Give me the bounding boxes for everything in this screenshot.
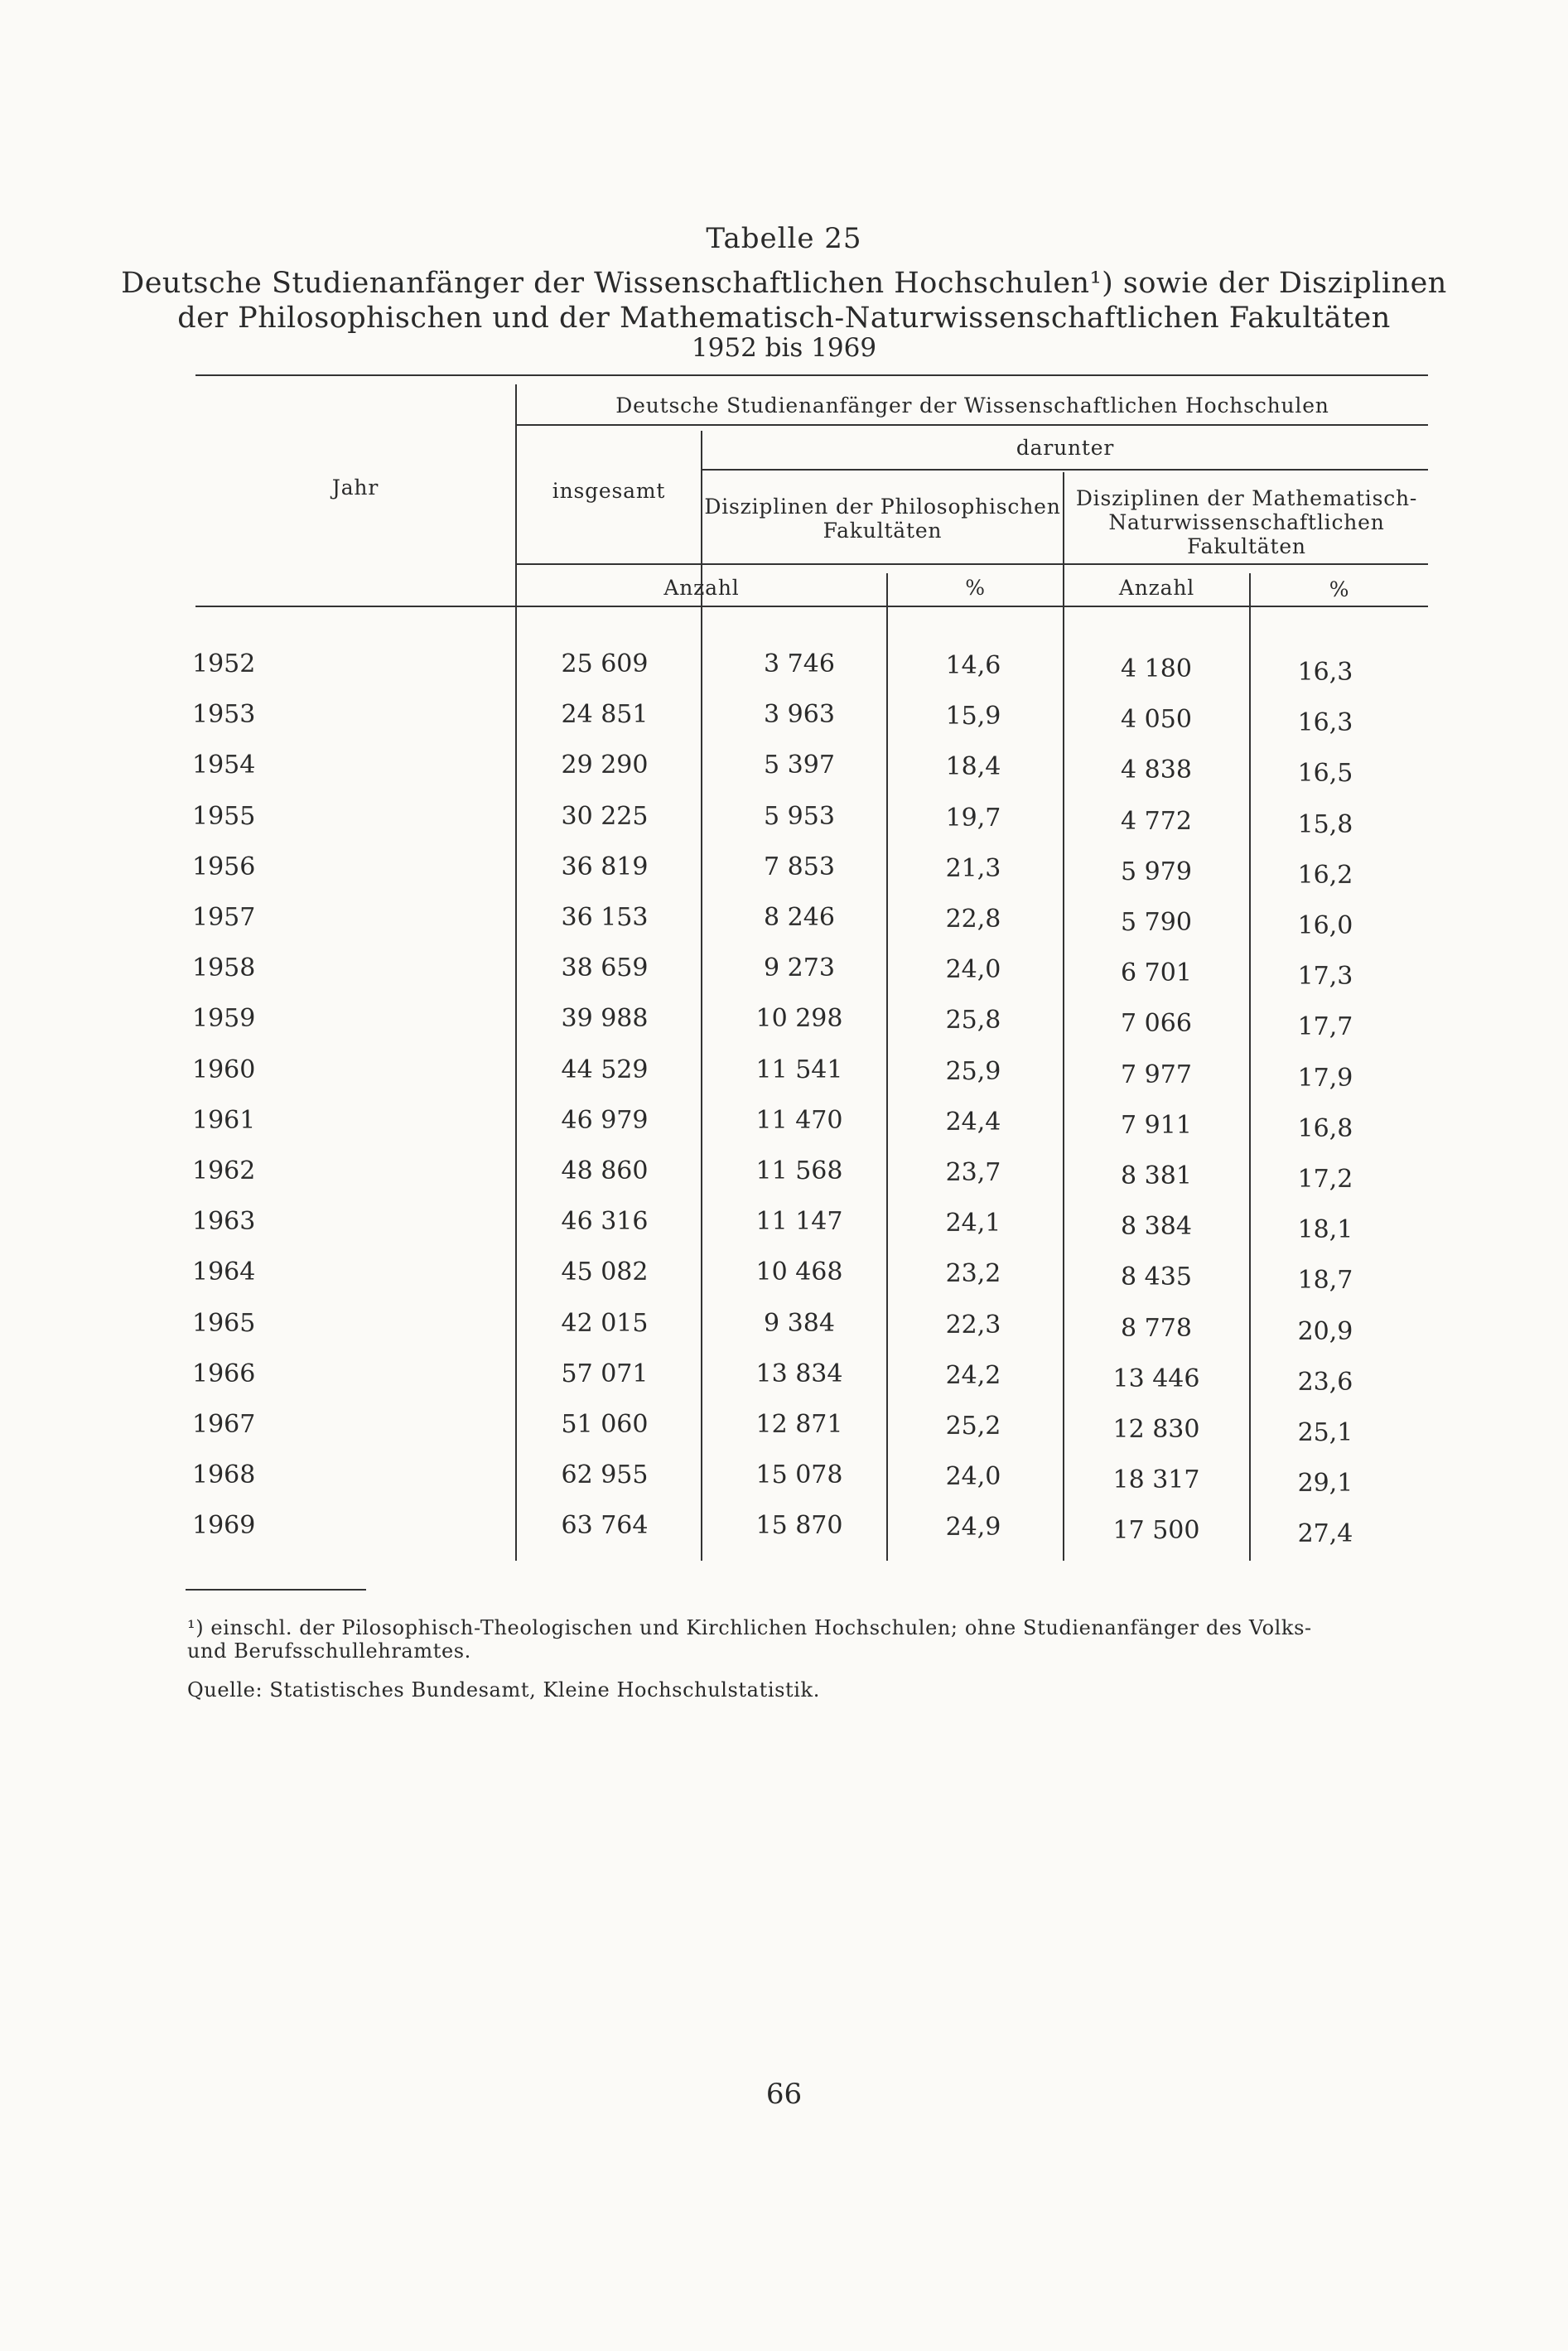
header-darunter: darunter — [1016, 436, 1115, 460]
row-math-anzahl: 5 790 — [1121, 908, 1192, 937]
row-jahr: 1958 — [192, 953, 256, 983]
row-math-pct: 16,8 — [1297, 1113, 1353, 1143]
row-math-anzahl: 7 911 — [1121, 1110, 1192, 1140]
row-insgesamt: 25 609 — [561, 649, 649, 678]
row-math-pct: 16,3 — [1297, 658, 1353, 687]
row-insgesamt: 62 955 — [561, 1460, 649, 1490]
table-label: Tabelle 25 — [706, 222, 862, 255]
source-note: Quelle: Statistisches Bundesamt, Kleine Hochschulstatistik. — [187, 1678, 820, 1702]
row-jahr: 1960 — [192, 1055, 256, 1084]
row-phil-anzahl: 7 853 — [764, 852, 835, 881]
row-insgesamt: 48 860 — [561, 1156, 649, 1185]
row-math-anzahl: 12 830 — [1112, 1415, 1200, 1444]
row-jahr: 1953 — [192, 700, 256, 730]
row-math-anzahl: 4 180 — [1121, 654, 1192, 683]
row-math-anzahl: 4 050 — [1121, 705, 1192, 735]
row-jahr: 1954 — [192, 751, 256, 780]
row-phil-anzahl: 11 147 — [755, 1207, 843, 1237]
row-insgesamt: 24 851 — [561, 700, 649, 730]
header-anzahl-1: Anzahl — [663, 576, 740, 600]
row-phil-pct: 22,8 — [945, 905, 1001, 934]
group-header-rule — [515, 424, 1428, 426]
row-jahr: 1965 — [192, 1308, 256, 1338]
header-math-line2: Naturwissenschaftlichen — [1108, 510, 1385, 534]
row-jahr: 1952 — [192, 649, 256, 678]
footnote-line-2: und Berufsschullehramtes. — [187, 1639, 471, 1663]
row-math-pct: 17,3 — [1297, 962, 1353, 992]
row-insgesamt: 36 819 — [561, 852, 649, 881]
row-math-pct: 29,1 — [1297, 1469, 1353, 1499]
row-phil-pct: 21,3 — [945, 853, 1001, 883]
row-math-pct: 18,1 — [1297, 1215, 1353, 1245]
row-math-anzahl: 13 446 — [1112, 1364, 1200, 1393]
row-math-anzahl: 6 701 — [1121, 958, 1192, 988]
row-math-anzahl: 7 066 — [1121, 1009, 1192, 1039]
row-math-pct: 16,5 — [1297, 759, 1353, 789]
header-math — [1064, 486, 1429, 558]
row-math-anzahl: 7 977 — [1121, 1060, 1192, 1089]
row-insgesamt: 38 659 — [561, 953, 649, 983]
header-phil-line2: Fakultäten — [823, 519, 943, 543]
row-jahr: 1967 — [192, 1410, 256, 1439]
row-phil-anzahl: 13 834 — [755, 1359, 843, 1388]
row-insgesamt: 42 015 — [561, 1308, 649, 1338]
header-bottom-rule — [195, 606, 1428, 607]
row-math-anzahl: 8 435 — [1121, 1262, 1192, 1292]
row-phil-pct: 25,8 — [945, 1006, 1001, 1036]
subheader-rule — [515, 563, 1428, 565]
row-phil-pct: 18,4 — [945, 752, 1001, 782]
row-insgesamt: 57 071 — [561, 1359, 649, 1388]
row-phil-pct: 24,0 — [945, 1462, 1001, 1492]
row-insgesamt: 46 979 — [561, 1105, 649, 1135]
row-phil-anzahl: 10 298 — [755, 1004, 843, 1034]
row-math-pct: 17,2 — [1297, 1165, 1353, 1194]
header-phil — [702, 495, 1063, 543]
row-math-anzahl: 5 979 — [1121, 857, 1192, 886]
row-phil-pct: 24,0 — [945, 955, 1001, 985]
header-pct-2: % — [1329, 577, 1350, 601]
row-insgesamt: 30 225 — [561, 801, 649, 831]
row-phil-anzahl: 11 470 — [755, 1105, 843, 1135]
header-phil-line1: Disziplinen der Philosophischen — [704, 495, 1061, 519]
title-line-2: der Philosophischen und der Mathematisch-Naturwissenschaftlichen Fakultäten — [177, 302, 1391, 335]
row-math-pct: 23,6 — [1297, 1367, 1353, 1397]
row-jahr: 1957 — [192, 903, 256, 932]
row-math-anzahl: 8 384 — [1121, 1212, 1192, 1242]
header-math-line1: Disziplinen der Mathematisch- — [1075, 486, 1418, 510]
row-insgesamt: 46 316 — [561, 1207, 649, 1237]
row-phil-pct: 23,7 — [945, 1158, 1001, 1187]
vline-pct1 — [886, 573, 888, 1561]
row-phil-anzahl: 3 963 — [764, 700, 835, 730]
footnote-line-1: ¹) einschl. der Pilosophisch-Theologischen und Kirchlichen Hochschulen; ohne Studienanfänger des Volks- — [187, 1616, 1312, 1639]
row-phil-pct: 19,7 — [945, 803, 1001, 833]
row-phil-anzahl: 10 468 — [755, 1258, 843, 1287]
row-math-anzahl: 8 778 — [1121, 1313, 1192, 1343]
row-jahr: 1968 — [192, 1460, 256, 1490]
row-jahr: 1966 — [192, 1359, 256, 1388]
row-math-pct: 25,1 — [1297, 1418, 1353, 1447]
row-phil-pct: 25,9 — [945, 1056, 1001, 1086]
row-phil-pct: 24,2 — [945, 1360, 1001, 1390]
row-math-anzahl: 8 381 — [1121, 1161, 1192, 1190]
row-jahr: 1961 — [192, 1105, 256, 1135]
row-phil-anzahl: 12 871 — [755, 1410, 843, 1439]
row-math-anzahl: 4 838 — [1121, 756, 1192, 785]
row-phil-anzahl: 11 568 — [755, 1156, 843, 1185]
row-phil-pct: 14,6 — [945, 651, 1001, 680]
row-phil-pct: 24,1 — [945, 1209, 1001, 1238]
vline-phil — [701, 431, 702, 1561]
row-phil-pct: 24,4 — [945, 1107, 1001, 1137]
row-phil-pct: 22,3 — [945, 1310, 1001, 1340]
row-phil-anzahl: 9 384 — [764, 1308, 835, 1338]
row-insgesamt: 39 988 — [561, 1004, 649, 1034]
row-jahr: 1962 — [192, 1156, 256, 1185]
footnote-rule — [186, 1589, 366, 1591]
title-line-3: 1952 bis 1969 — [691, 333, 877, 363]
row-insgesamt: 29 290 — [561, 751, 649, 780]
row-math-pct: 20,9 — [1297, 1316, 1353, 1346]
row-phil-anzahl: 15 078 — [755, 1460, 843, 1490]
page-number: 66 — [765, 2078, 803, 2111]
row-phil-pct: 23,2 — [945, 1259, 1001, 1289]
row-math-anzahl: 4 772 — [1121, 806, 1192, 836]
row-phil-pct: 24,9 — [945, 1513, 1001, 1542]
row-math-pct: 16,2 — [1297, 860, 1353, 890]
row-phil-pct: 25,2 — [945, 1412, 1001, 1441]
row-jahr: 1969 — [192, 1511, 256, 1541]
row-phil-anzahl: 5 397 — [764, 751, 835, 780]
vline-insgesamt — [515, 384, 517, 1561]
row-phil-anzahl: 15 870 — [755, 1511, 843, 1541]
row-insgesamt: 36 153 — [561, 903, 649, 932]
header-math-line3: Fakultäten — [1187, 534, 1306, 558]
header-group: Deutsche Studienanfänger der Wissenschaftlichen Hochschulen — [615, 393, 1329, 418]
row-phil-anzahl: 11 541 — [755, 1055, 843, 1084]
vline-math — [1063, 472, 1064, 1561]
darunter-rule — [701, 469, 1428, 471]
table-top-rule — [195, 374, 1428, 376]
row-math-anzahl: 18 317 — [1112, 1465, 1200, 1495]
row-phil-anzahl: 5 953 — [764, 801, 835, 831]
row-insgesamt: 44 529 — [561, 1055, 649, 1084]
row-math-anzahl: 17 500 — [1112, 1516, 1200, 1546]
row-jahr: 1959 — [192, 1004, 256, 1034]
row-jahr: 1955 — [192, 801, 256, 831]
header-anzahl-2: Anzahl — [1118, 576, 1195, 600]
row-insgesamt: 45 082 — [561, 1258, 649, 1287]
row-insgesamt: 63 764 — [561, 1511, 649, 1541]
header-pct-1: % — [965, 576, 986, 600]
row-phil-anzahl: 9 273 — [764, 953, 835, 983]
row-math-pct: 17,9 — [1297, 1063, 1353, 1093]
row-jahr: 1963 — [192, 1207, 256, 1237]
vline-pct2 — [1249, 573, 1251, 1561]
row-jahr: 1956 — [192, 852, 256, 881]
title-line-1: Deutsche Studienanfänger der Wissenschaftlichen Hochschulen¹) sowie der Disziplinen — [121, 267, 1447, 300]
header-insgesamt: insgesamt — [552, 479, 666, 503]
row-phil-anzahl: 3 746 — [764, 649, 835, 678]
row-insgesamt: 51 060 — [561, 1410, 649, 1439]
row-math-pct: 16,3 — [1297, 708, 1353, 738]
row-phil-anzahl: 8 246 — [764, 903, 835, 932]
row-phil-pct: 15,9 — [945, 702, 1001, 731]
row-jahr: 1964 — [192, 1258, 256, 1287]
row-math-pct: 15,8 — [1297, 809, 1353, 839]
row-math-pct: 16,0 — [1297, 911, 1353, 940]
header-jahr: Jahr — [331, 476, 379, 500]
row-math-pct: 18,7 — [1297, 1266, 1353, 1296]
row-math-pct: 27,4 — [1297, 1519, 1353, 1549]
row-math-pct: 17,7 — [1297, 1012, 1353, 1042]
